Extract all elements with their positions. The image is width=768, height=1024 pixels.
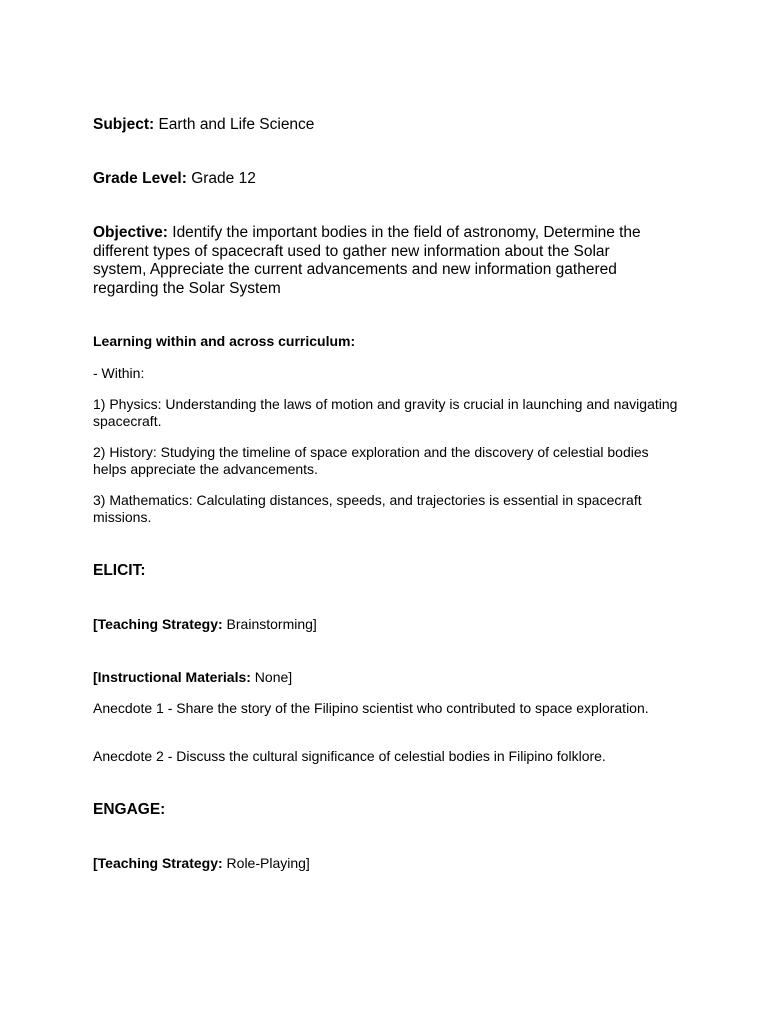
objective-label: Objective: (93, 224, 168, 241)
elicit-strategy-label: [Teaching Strategy: (93, 616, 223, 632)
subject-line (93, 116, 693, 135)
grade-level-label: Grade Level: (93, 170, 187, 187)
elicit-heading: ELICIT: (93, 562, 146, 579)
elicit-anecdote-2: Anecdote 2 - Discuss the cultural significance of celestial bodies in Filipino folklore. (93, 748, 606, 764)
grade-level-value: Grade 12 (186, 170, 256, 187)
elicit-materials-line (93, 669, 693, 686)
objective-value: Identify the important bodies in the field of astronomy, Determine the different types of spacecraft used to gather new information about the Solar system, Appreciate the current advancements and new information gathered regarding the Solar System (93, 224, 641, 297)
elicit-anecdote-1: Anecdote 1 - Share the story of the Filipino scientist who contributed to space exploration. (93, 700, 649, 716)
learning-heading: Learning within and across curriculum: (93, 333, 356, 349)
engage-strategy-line (93, 855, 693, 872)
subject-label: Subject: (93, 116, 155, 133)
subject-value: Earth and Life Science (154, 116, 315, 133)
grade-level-line (93, 170, 693, 189)
engage-strategy-value: Role-Playing] (222, 855, 310, 871)
learning-item-physics: 1) Physics: Understanding the laws of motion and gravity is crucial in launching and navigating spacecraft. (93, 396, 678, 429)
learning-item-mathematics: 3) Mathematics: Calculating distances, speeds, and trajectories is essential in spacecraft missions. (93, 492, 642, 525)
learning-item-history: 2) History: Studying the timeline of space exploration and the discovery of celestial bodies helps appreciate the advancements. (93, 444, 649, 477)
elicit-strategy-value: Brainstorming] (222, 616, 317, 632)
engage-strategy-label: [Teaching Strategy: (93, 855, 223, 871)
objective-paragraph (93, 224, 663, 298)
within-label: - Within: (93, 365, 145, 381)
elicit-materials-value: None] (250, 669, 293, 685)
engage-heading: ENGAGE: (93, 801, 166, 818)
elicit-strategy-line (93, 616, 693, 633)
elicit-materials-label: [Instructional Materials: (93, 669, 251, 685)
